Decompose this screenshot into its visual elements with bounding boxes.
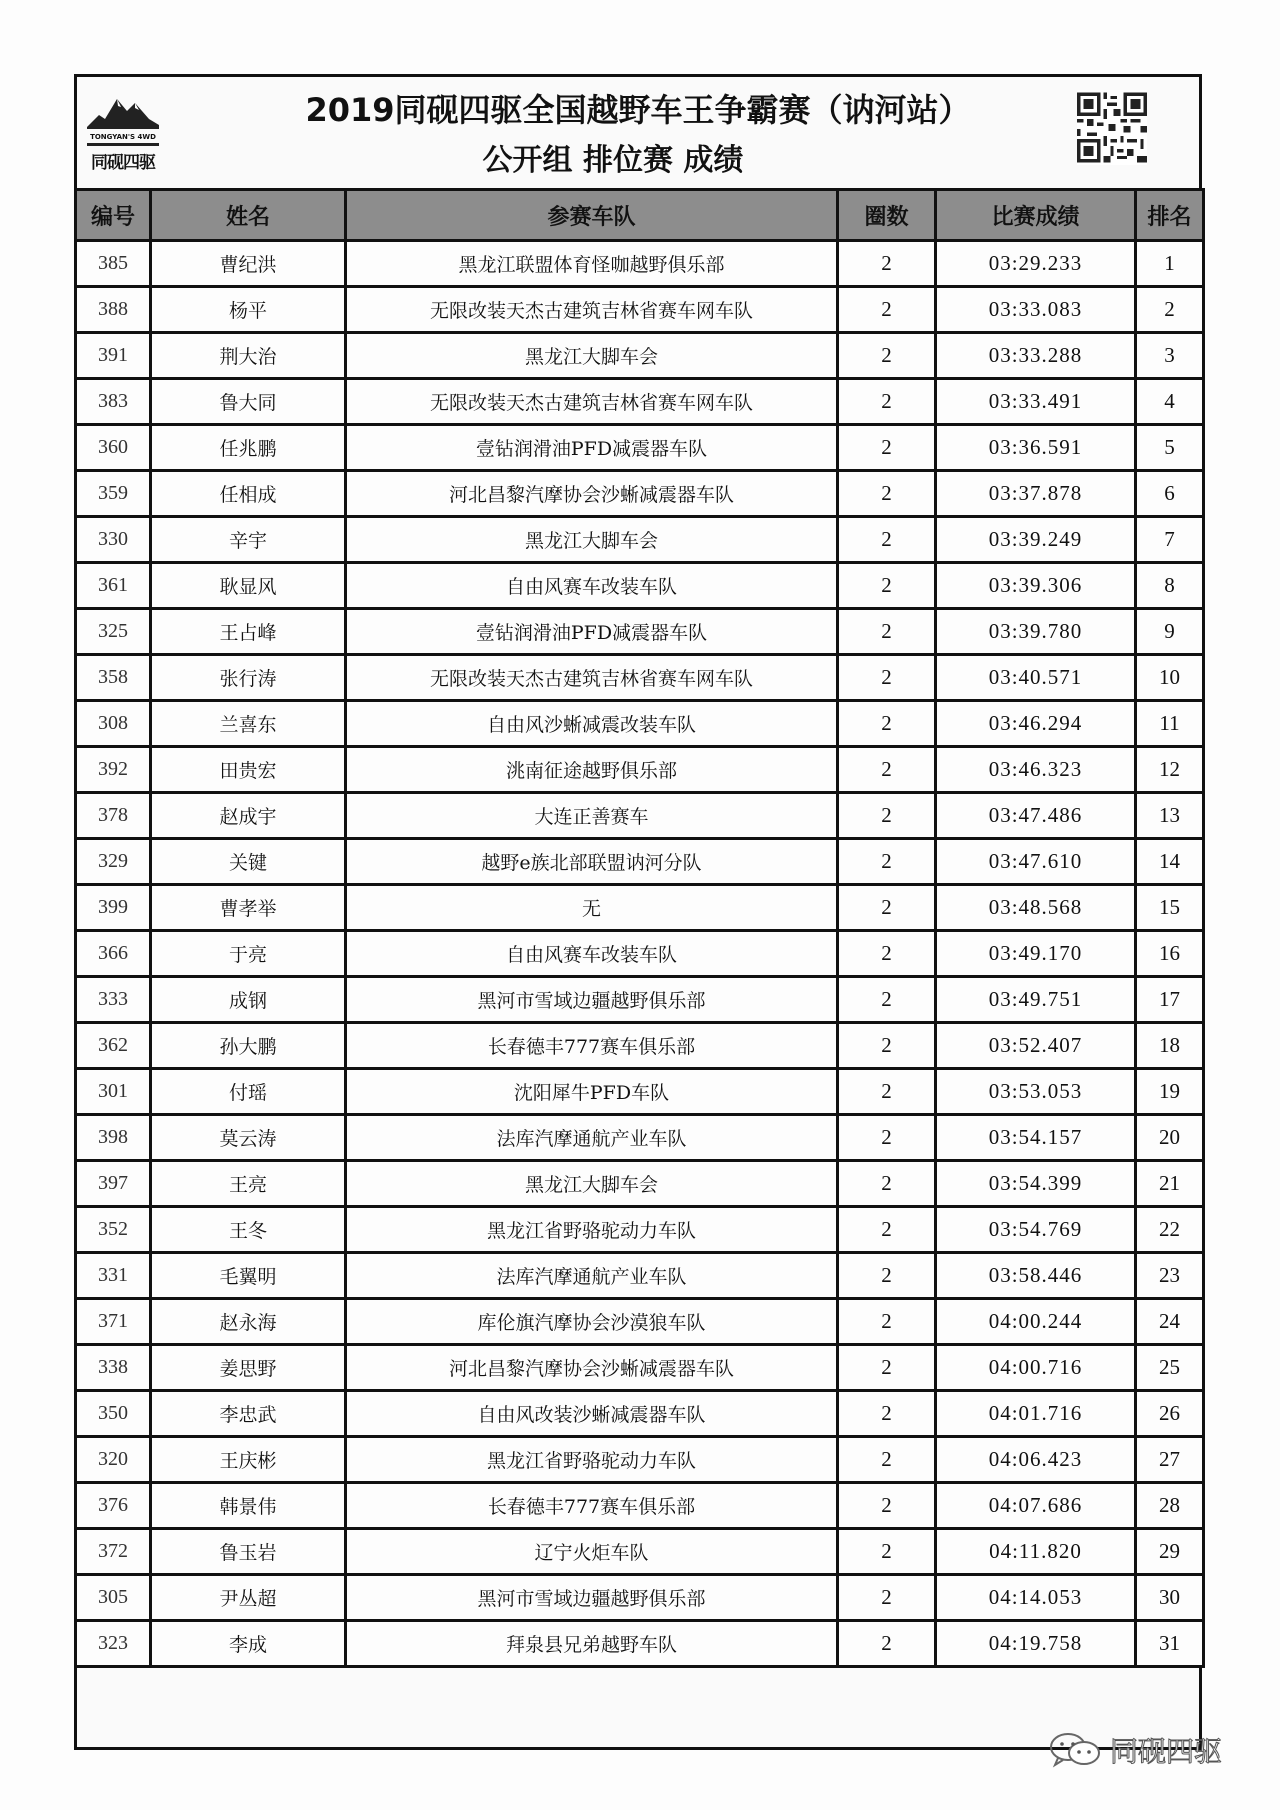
entrant-name: 鲁大同	[151, 379, 346, 425]
results-sheet	[74, 74, 1202, 1750]
team-name: 黑龙江大脚车会	[346, 1161, 838, 1207]
entry-number: 385	[76, 241, 151, 287]
team-name: 黑河市雪域边疆越野俱乐部	[346, 977, 838, 1023]
laps-count: 2	[838, 1529, 936, 1575]
entrant-name: 成钢	[151, 977, 346, 1023]
race-time: 03:46.323	[936, 747, 1136, 793]
laps-count: 2	[838, 1345, 936, 1391]
laps-count: 2	[838, 1575, 936, 1621]
laps-count: 2	[838, 1483, 936, 1529]
entrant-name: 赵永海	[151, 1299, 346, 1345]
laps-count: 2	[838, 1437, 936, 1483]
laps-count: 2	[838, 333, 936, 379]
entrant-name: 王占峰	[151, 609, 346, 655]
laps-count: 2	[838, 287, 936, 333]
race-time: 03:40.571	[936, 655, 1136, 701]
entry-number: 329	[76, 839, 151, 885]
rank-position: 23	[1136, 1253, 1204, 1299]
table-row	[76, 793, 1204, 839]
laps-count: 2	[838, 425, 936, 471]
entrant-name: 孙大鹏	[151, 1023, 346, 1069]
rank-position: 11	[1136, 701, 1204, 747]
team-name: 黑龙江省野骆驼动力车队	[346, 1207, 838, 1253]
rank-position: 17	[1136, 977, 1204, 1023]
entry-number: 305	[76, 1575, 151, 1621]
entry-number: 383	[76, 379, 151, 425]
team-name: 河北昌黎汽摩协会沙蜥减震器车队	[346, 471, 838, 517]
race-time: 04:07.686	[936, 1483, 1136, 1529]
table-row	[76, 1115, 1204, 1161]
wechat-icon	[1048, 1731, 1104, 1769]
entry-number: 308	[76, 701, 151, 747]
team-name: 大连正善赛车	[346, 793, 838, 839]
entrant-name: 于亮	[151, 931, 346, 977]
laps-count: 2	[838, 1069, 936, 1115]
laps-count: 2	[838, 839, 936, 885]
entry-number: 371	[76, 1299, 151, 1345]
table-row	[76, 1023, 1204, 1069]
entry-number: 372	[76, 1529, 151, 1575]
team-name: 拜泉县兄弟越野车队	[346, 1621, 838, 1667]
entrant-name: 李忠武	[151, 1391, 346, 1437]
entry-number: 378	[76, 793, 151, 839]
rank-position: 8	[1136, 563, 1204, 609]
entrant-name: 任兆鹏	[151, 425, 346, 471]
table-row	[76, 1391, 1204, 1437]
race-time: 04:00.244	[936, 1299, 1136, 1345]
table-row	[76, 563, 1204, 609]
team-name: 自由风改装沙蜥减震器车队	[346, 1391, 838, 1437]
race-time: 03:46.294	[936, 701, 1136, 747]
rank-position: 25	[1136, 1345, 1204, 1391]
entry-number: 397	[76, 1161, 151, 1207]
column-header-team: 参赛车队	[346, 190, 838, 241]
race-time: 03:33.491	[936, 379, 1136, 425]
entrant-name: 耿显风	[151, 563, 346, 609]
rank-position: 18	[1136, 1023, 1204, 1069]
rank-position: 30	[1136, 1575, 1204, 1621]
column-header-number: 编号	[76, 190, 151, 241]
race-time: 04:14.053	[936, 1575, 1136, 1621]
table-row	[76, 931, 1204, 977]
rank-position: 3	[1136, 333, 1204, 379]
laps-count: 2	[838, 1299, 936, 1345]
race-time: 04:01.716	[936, 1391, 1136, 1437]
rank-position: 5	[1136, 425, 1204, 471]
rank-position: 16	[1136, 931, 1204, 977]
table-row	[76, 333, 1204, 379]
entrant-name: 莫云涛	[151, 1115, 346, 1161]
rank-position: 1	[1136, 241, 1204, 287]
table-row	[76, 379, 1204, 425]
laps-count: 2	[838, 563, 936, 609]
column-header-rank: 排名	[1136, 190, 1204, 241]
team-name: 洮南征途越野俱乐部	[346, 747, 838, 793]
page-subtitle: 公开组 排位赛 成绩	[482, 143, 744, 178]
table-row	[76, 425, 1204, 471]
entry-number: 320	[76, 1437, 151, 1483]
table-row	[76, 885, 1204, 931]
race-time: 03:54.769	[936, 1207, 1136, 1253]
wechat-watermark	[1048, 1730, 1222, 1770]
table-row	[76, 1161, 1204, 1207]
race-time: 03:36.591	[936, 425, 1136, 471]
entrant-name: 姜思野	[151, 1345, 346, 1391]
race-time: 03:48.568	[936, 885, 1136, 931]
team-name: 黑龙江省野骆驼动力车队	[346, 1437, 838, 1483]
entry-number: 331	[76, 1253, 151, 1299]
entry-number: 399	[76, 885, 151, 931]
laps-count: 2	[838, 1207, 936, 1253]
table-row	[76, 1207, 1204, 1253]
entrant-name: 荆大治	[151, 333, 346, 379]
laps-count: 2	[838, 1115, 936, 1161]
entry-number: 362	[76, 1023, 151, 1069]
race-time: 03:39.780	[936, 609, 1136, 655]
team-name: 黑河市雪域边疆越野俱乐部	[346, 1575, 838, 1621]
laps-count: 2	[838, 931, 936, 977]
team-name: 自由风赛车改装车队	[346, 931, 838, 977]
race-time: 03:52.407	[936, 1023, 1136, 1069]
table-row	[76, 1575, 1204, 1621]
table-row	[76, 1621, 1204, 1667]
table-row	[76, 839, 1204, 885]
entry-number: 376	[76, 1483, 151, 1529]
entrant-name: 付瑶	[151, 1069, 346, 1115]
race-time: 04:11.820	[936, 1529, 1136, 1575]
table-row	[76, 1437, 1204, 1483]
team-name: 越野e族北部联盟讷河分队	[346, 839, 838, 885]
race-time: 03:54.399	[936, 1161, 1136, 1207]
entry-number: 338	[76, 1345, 151, 1391]
race-time: 03:39.249	[936, 517, 1136, 563]
rank-position: 14	[1136, 839, 1204, 885]
column-header-time: 比赛成绩	[936, 190, 1136, 241]
team-name: 长春德丰777赛车俱乐部	[346, 1023, 838, 1069]
team-name: 无限改装天杰古建筑吉林省赛车网车队	[346, 287, 838, 333]
rank-position: 4	[1136, 379, 1204, 425]
laps-count: 2	[838, 471, 936, 517]
entrant-name: 任相成	[151, 471, 346, 517]
race-time: 03:47.610	[936, 839, 1136, 885]
entrant-name: 辛宇	[151, 517, 346, 563]
table-row	[76, 287, 1204, 333]
results-table	[74, 188, 1205, 1668]
race-time: 03:49.170	[936, 931, 1136, 977]
table-row	[76, 1345, 1204, 1391]
entrant-name: 杨平	[151, 287, 346, 333]
rank-position: 27	[1136, 1437, 1204, 1483]
entry-number: 350	[76, 1391, 151, 1437]
entrant-name: 关键	[151, 839, 346, 885]
entrant-name: 韩景伟	[151, 1483, 346, 1529]
table-row	[76, 1483, 1204, 1529]
team-name: 黑龙江大脚车会	[346, 517, 838, 563]
entry-number: 330	[76, 517, 151, 563]
entry-number: 391	[76, 333, 151, 379]
table-row	[76, 977, 1204, 1023]
table-row	[76, 747, 1204, 793]
laps-count: 2	[838, 1391, 936, 1437]
entry-number: 360	[76, 425, 151, 471]
rank-position: 26	[1136, 1391, 1204, 1437]
rank-position: 7	[1136, 517, 1204, 563]
laps-count: 2	[838, 977, 936, 1023]
rank-position: 21	[1136, 1161, 1204, 1207]
table-row	[76, 471, 1204, 517]
entry-number: 398	[76, 1115, 151, 1161]
entry-number: 325	[76, 609, 151, 655]
team-name: 无限改装天杰古建筑吉林省赛车网车队	[346, 379, 838, 425]
laps-count: 2	[838, 241, 936, 287]
entry-number: 366	[76, 931, 151, 977]
laps-count: 2	[838, 747, 936, 793]
laps-count: 2	[838, 1253, 936, 1299]
entrant-name: 王庆彬	[151, 1437, 346, 1483]
rank-position: 20	[1136, 1115, 1204, 1161]
race-time: 03:33.288	[936, 333, 1136, 379]
team-name: 无	[346, 885, 838, 931]
race-time: 03:33.083	[936, 287, 1136, 333]
race-time: 03:29.233	[936, 241, 1136, 287]
laps-count: 2	[838, 1621, 936, 1667]
page-title: 2019同砚四驱全国越野车王争霸赛（讷河站）	[305, 91, 971, 129]
laps-count: 2	[838, 609, 936, 655]
entry-number: 358	[76, 655, 151, 701]
entrant-name: 王冬	[151, 1207, 346, 1253]
race-time: 03:49.751	[936, 977, 1136, 1023]
team-name: 壹钻润滑油PFD减震器车队	[346, 425, 838, 471]
team-name: 法库汽摩通航产业车队	[346, 1115, 838, 1161]
laps-count: 2	[838, 885, 936, 931]
entry-number: 301	[76, 1069, 151, 1115]
rank-position: 15	[1136, 885, 1204, 931]
qr-code-icon	[1077, 90, 1147, 165]
rank-position: 10	[1136, 655, 1204, 701]
table-row	[76, 701, 1204, 747]
logo-chinese-text: 同砚四驱	[91, 153, 155, 173]
rank-position: 28	[1136, 1483, 1204, 1529]
entrant-name: 李成	[151, 1621, 346, 1667]
race-time: 04:06.423	[936, 1437, 1136, 1483]
team-name: 辽宁火炬车队	[346, 1529, 838, 1575]
entrant-name: 兰喜东	[151, 701, 346, 747]
rank-position: 24	[1136, 1299, 1204, 1345]
race-time: 04:00.716	[936, 1345, 1136, 1391]
team-name: 壹钻润滑油PFD减震器车队	[346, 609, 838, 655]
table-row	[76, 1069, 1204, 1115]
rank-position: 9	[1136, 609, 1204, 655]
table-row	[76, 609, 1204, 655]
table-row	[76, 655, 1204, 701]
entrant-name: 曹纪洪	[151, 241, 346, 287]
team-name: 自由风沙蜥减震改装车队	[346, 701, 838, 747]
rank-position: 29	[1136, 1529, 1204, 1575]
team-name: 无限改装天杰古建筑吉林省赛车网车队	[346, 655, 838, 701]
race-time: 03:53.053	[936, 1069, 1136, 1115]
watermark-text: 同砚四驱	[1110, 1735, 1223, 1768]
team-name: 自由风赛车改装车队	[346, 563, 838, 609]
team-name: 河北昌黎汽摩协会沙蜥减震器车队	[346, 1345, 838, 1391]
entry-number: 323	[76, 1621, 151, 1667]
entrant-name: 鲁玉岩	[151, 1529, 346, 1575]
team-name: 法库汽摩通航产业车队	[346, 1253, 838, 1299]
table-row	[76, 517, 1204, 563]
entrant-name: 田贵宏	[151, 747, 346, 793]
entry-number: 359	[76, 471, 151, 517]
team-name: 库伦旗汽摩协会沙漠狼车队	[346, 1299, 838, 1345]
entrant-name: 赵成宇	[151, 793, 346, 839]
laps-count: 2	[838, 655, 936, 701]
entrant-name: 尹丛超	[151, 1575, 346, 1621]
race-time: 03:54.157	[936, 1115, 1136, 1161]
race-time: 03:37.878	[936, 471, 1136, 517]
entry-number: 333	[76, 977, 151, 1023]
rank-position: 31	[1136, 1621, 1204, 1667]
table-row	[76, 1529, 1204, 1575]
column-header-laps: 圈数	[838, 190, 936, 241]
race-time: 03:39.306	[936, 563, 1136, 609]
title-area	[77, 77, 1199, 189]
table-row	[76, 241, 1204, 287]
race-time: 03:47.486	[936, 793, 1136, 839]
laps-count: 2	[838, 1161, 936, 1207]
logo-english-text: TONGYAN'S 4WD	[90, 133, 156, 141]
rank-position: 2	[1136, 287, 1204, 333]
entry-number: 392	[76, 747, 151, 793]
entry-number: 361	[76, 563, 151, 609]
laps-count: 2	[838, 517, 936, 563]
entry-number: 388	[76, 287, 151, 333]
entrant-name: 王亮	[151, 1161, 346, 1207]
race-time: 04:19.758	[936, 1621, 1136, 1667]
entrant-name: 张行涛	[151, 655, 346, 701]
entrant-name: 曹孝举	[151, 885, 346, 931]
team-name: 沈阳犀牛PFD车队	[346, 1069, 838, 1115]
laps-count: 2	[838, 379, 936, 425]
entry-number: 352	[76, 1207, 151, 1253]
table-header-row	[76, 190, 1204, 241]
team-name: 黑龙江大脚车会	[346, 333, 838, 379]
entrant-name: 毛翼明	[151, 1253, 346, 1299]
rank-position: 6	[1136, 471, 1204, 517]
rank-position: 13	[1136, 793, 1204, 839]
table-row	[76, 1253, 1204, 1299]
rank-position: 22	[1136, 1207, 1204, 1253]
laps-count: 2	[838, 793, 936, 839]
laps-count: 2	[838, 1023, 936, 1069]
team-name: 黑龙江联盟体育怪咖越野俱乐部	[346, 241, 838, 287]
column-header-name: 姓名	[151, 190, 346, 241]
rank-position: 19	[1136, 1069, 1204, 1115]
laps-count: 2	[838, 701, 936, 747]
rank-position: 12	[1136, 747, 1204, 793]
table-row	[76, 1299, 1204, 1345]
team-name: 长春德丰777赛车俱乐部	[346, 1483, 838, 1529]
race-time: 03:58.446	[936, 1253, 1136, 1299]
